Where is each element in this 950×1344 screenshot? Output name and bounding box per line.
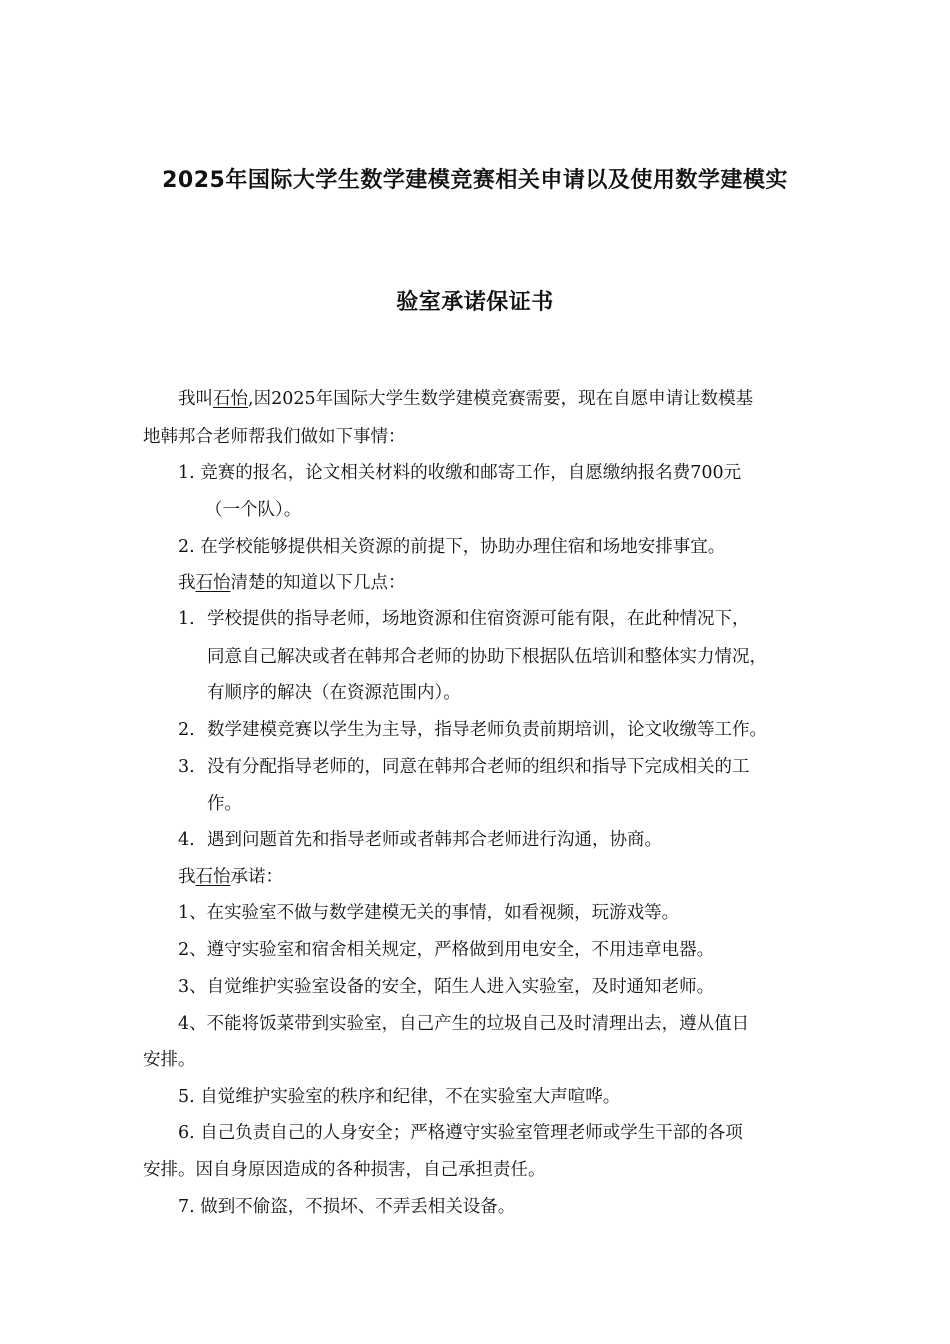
list-number: 1. — [178, 609, 195, 629]
applicant-name: 石怡 — [195, 867, 231, 887]
rule-item-4-cont: 安排。 — [143, 1050, 196, 1070]
know-text-a: 我 — [178, 573, 196, 593]
rule-item-1: 1、在实验室不做与数学建模无关的事情，如看视频，玩游戏等。 — [178, 903, 680, 923]
intro-text-b: ,因2025年国际大学生数学建模竞赛需要，现在自愿申请让数模基 — [248, 389, 754, 409]
request-item-1-cont: （一个队）。 — [205, 500, 302, 520]
applicant-name: 石怡 — [213, 389, 248, 409]
applicant-name: 石怡 — [195, 573, 231, 593]
promise-heading — [178, 865, 283, 889]
rule-item-6: 6. 自己负责自己的人身安全；严格遵守实验室管理老师或学生干部的各项 — [178, 1123, 743, 1143]
point-item-1-cont-1: 同意自己解决或者在韩邦合老师的协助下根据队伍培训和整体实力情况， — [207, 647, 767, 667]
rule-item-6-cont: 安排。因自身原因造成的各种损害，自己承担责任。 — [143, 1160, 546, 1180]
intro-text-a: 我叫 — [178, 389, 213, 409]
point-text: 数学建模竞赛以学生为主导，指导老师负责前期培训，论文收缴等工作。 — [207, 720, 767, 740]
point-text: 没有分配指导老师的，同意在韩邦合老师的组织和指导下完成相关的工 — [207, 757, 750, 777]
point-item-3-cont: 作。 — [207, 794, 242, 814]
list-number: 1. — [178, 463, 195, 483]
rule-item-4: 4、不能将饭菜带到实验室，自己产生的垃圾自己及时清理出去，遵从值日 — [178, 1014, 750, 1034]
point-item-1 — [178, 607, 750, 631]
intro-line-1 — [178, 387, 753, 411]
list-number: 2. — [178, 720, 195, 740]
point-text: 学校提供的指导老师，场地资源和住宿资源可能有限，在此种情况下， — [207, 609, 750, 629]
rule-item-5: 5. 自觉维护实验室的秩序和纪律，不在实验室大声喧哗。 — [178, 1087, 621, 1107]
point-item-4 — [178, 828, 662, 852]
rule-item-3: 3、自觉维护实验室设备的安全，陌生人进入实验室，及时通知老师。 — [178, 977, 715, 997]
request-text: 竞赛的报名，论文相关材料的收缴和邮寄工作，自愿缴纳报名费700元 — [200, 463, 742, 483]
rule-item-7: 7. 做到不偷盗，不损坏、不弄丢相关设备。 — [178, 1197, 516, 1217]
rule-item-2: 2、遵守实验室和宿舍相关规定，严格做到用电安全，不用违章电器。 — [178, 940, 715, 960]
point-item-3 — [178, 755, 750, 779]
list-number: 2. — [178, 537, 195, 557]
request-item-1 — [178, 461, 741, 485]
intro-line-2: 地韩邦合老师帮我们做如下事情： — [143, 427, 406, 447]
list-number: 4. — [178, 830, 195, 850]
promise-text-a: 我 — [178, 867, 196, 887]
point-item-2 — [178, 718, 767, 742]
request-item-2 — [178, 535, 725, 559]
know-text-b: 清楚的知道以下几点： — [230, 573, 406, 593]
document-title-line-1: 2025年国际大学生数学建模竞赛相关申请以及使用数学建模实 — [162, 168, 788, 193]
point-text: 遇到问题首先和指导老师或者韩邦合老师进行沟通，协商。 — [207, 830, 662, 850]
request-text: 在学校能够提供相关资源的前提下，协助办理住宿和场地安排事宜。 — [200, 537, 726, 557]
know-heading — [178, 571, 406, 595]
list-number: 3. — [178, 757, 195, 777]
point-item-1-cont-2: 有顺序的解决（在资源范围内）。 — [207, 683, 461, 703]
document-title-line-2: 验室承诺保证书 — [396, 290, 554, 315]
promise-text-b: 承诺： — [230, 867, 283, 887]
